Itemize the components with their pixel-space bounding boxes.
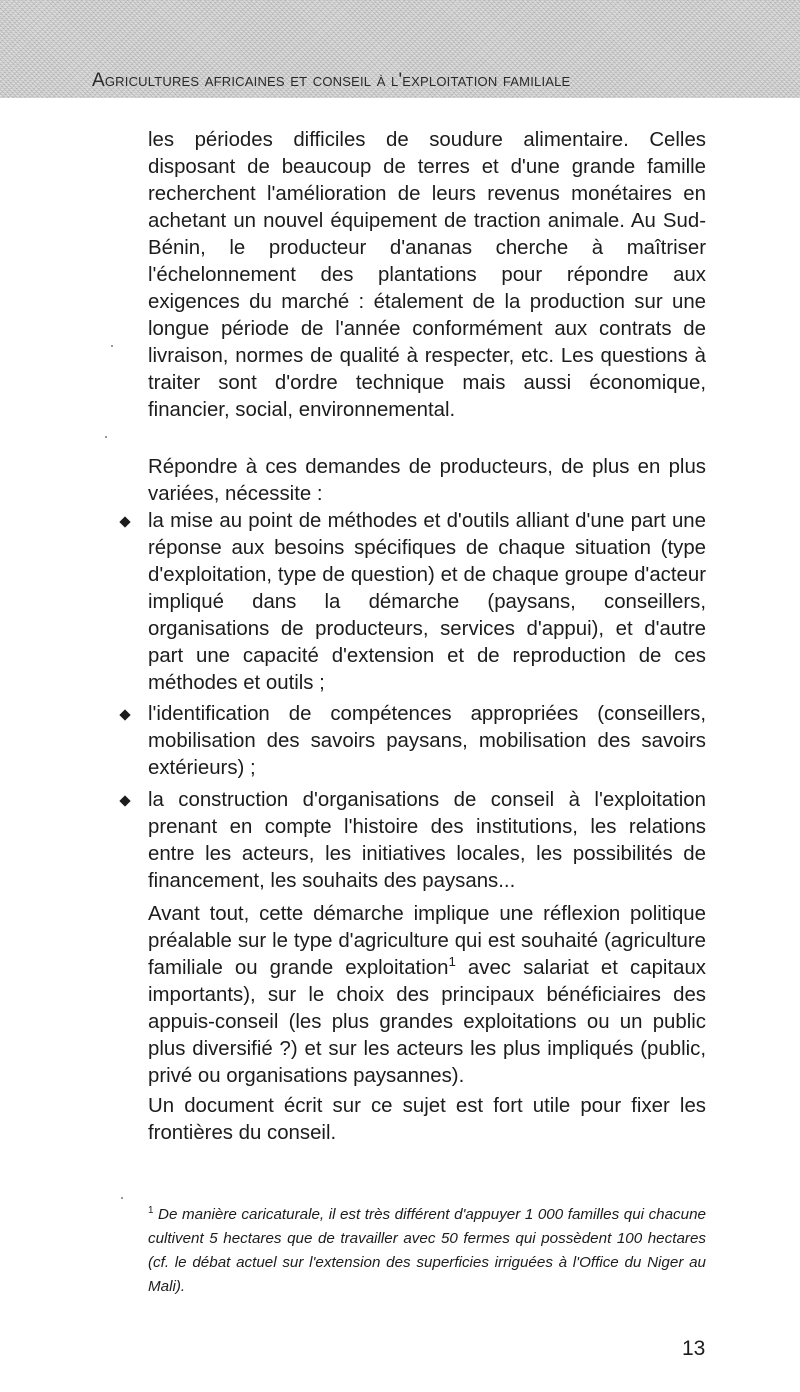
list-item [148,787,706,895]
scan-speck [111,345,113,347]
list-item [148,701,706,782]
diamond-bullet-icon [119,795,130,806]
footnote-marker: 1 [148,1204,154,1216]
list-item [148,508,706,697]
scan-speck [105,436,107,438]
running-header-band [0,0,800,98]
requirements-list [148,508,706,895]
running-header-title: Agricultures africaines et conseil à l'exploitation familiale [92,70,571,91]
list-item-text: l'identification de compétences appropriées (conseillers, mobilisation des savoirs paysans, mobilisation des savoirs extérieurs) ; [148,703,706,779]
diamond-bullet-icon [119,709,130,720]
diamond-bullet-icon [119,516,130,527]
footnote-reference: 1 [448,954,456,970]
body-paragraph-4: Un document écrit sur ce sujet est fort utile pour fixer les frontières du conseil. [148,1095,706,1144]
paragraph-3-text-end: avec salariat et capitaux importants), sur le choix des principaux bénéficiaires des appuis-conseil (les plus grandes exploitations ou un public plus diversifié ?) et sur les acteurs les plus impliqués (public, privé ou organisations paysannes). [148,957,706,1087]
footnote [148,1203,706,1299]
footnote-text: De manière caricaturale, il est très différent d'appuyer 1 000 familles qui chacune cultivent 5 hectares que de travailler avec 50 fermes qui possèdent 100 hectares (cf. le débat actuel sur l'extension des superficies irriguées à l'Office du Niger au Mali). [148,1206,706,1295]
page-number: 13 [682,1337,706,1360]
body-paragraph-3 [148,901,706,1090]
list-item-text: la construction d'organisations de conseil à l'exploitation prenant en compte l'histoire des institutions, les relations entre les acteurs, les initiatives locales, les possibilités de financement, les souhaits des paysans... [148,789,706,892]
body-paragraph-2: Répondre à ces demandes de producteurs, de plus en plus variées, nécessite : [148,456,706,505]
body-paragraph-1: les périodes difficiles de soudure alimentaire. Celles disposant de beaucoup de terres et d'une grande famille recherchent l'amélioration de leurs revenus monétaires en achetant un nouvel équipement de traction animale. Au Sud-Bénin, le producteur d'ananas cherche à maîtriser l'échelonnement des plantations pour répondre aux exigences du marché : étalement de la production sur une longue période de l'année conformément aux contrats de livraison, normes de qualité à respecter, etc. Les questions à traiter sont d'ordre technique mais aussi économique, financier, social, environnemental. [148,129,706,421]
paragraph-3-text-start: Avant tout, cette démarche implique une réflexion politique préalable sur le type d'agriculture qui est souhaité (agriculture familiale ou grande exploitation [148,903,706,979]
list-item-text: la mise au point de méthodes et d'outils alliant d'une part une réponse aux besoins spécifiques de chaque situation (type d'exploitation, type de question) et de chaque groupe d'acteur impliqué dans la démarche (paysans, conseillers, organisations de producteurs, services d'appui), et d'autre part une capacité d'extension et de reproduction de ces méthodes et outils ; [148,510,706,694]
scan-speck [121,1197,123,1199]
